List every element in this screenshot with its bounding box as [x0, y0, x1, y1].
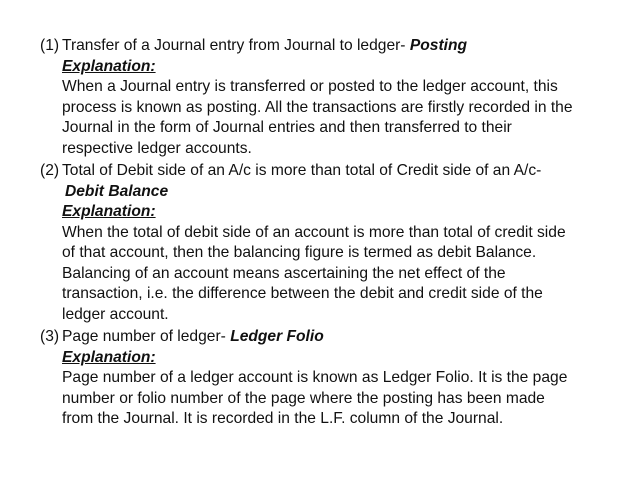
explanation-block-3	[40, 348, 630, 430]
question-number: (3)	[40, 328, 60, 345]
explanation-line: ledger account.	[62, 305, 169, 323]
explanation-line: When a Journal entry is transferred or posted to the ledger account, this	[62, 78, 558, 95]
question-item-2	[40, 161, 630, 325]
question-text: Transfer of a Journal entry from Journal to ledger-	[62, 37, 406, 54]
explanation-line: Page number of a ledger account is known as Ledger Folio. It is the page	[62, 369, 568, 386]
explanation-block-1	[40, 57, 630, 160]
question-number: (2)	[40, 162, 60, 179]
question-line-3	[40, 327, 630, 348]
question-text: Page number of ledger-	[62, 328, 226, 345]
explanation-line: respective ledger accounts.	[62, 139, 252, 157]
explanation-line: Journal in the form of Journal entries and then transferred to their	[62, 119, 512, 136]
explanation-line: from the Journal. It is recorded in the L.F. column of the Journal.	[62, 410, 504, 427]
explanation-line: of that account, then the balancing figure is termed as debit Balance.	[62, 244, 537, 261]
explanation-label: Explanation:	[62, 203, 156, 220]
question-line-1	[40, 36, 630, 57]
explanation-line: number or folio number of the page where the posting has been made	[62, 389, 545, 407]
answer-text: Ledger Folio	[230, 328, 324, 345]
explanation-line: Balancing of an account means ascertaining the net effect of the	[62, 264, 506, 282]
question-text: Total of Debit side of an A/c is more than total of Credit side of an A/c-	[62, 162, 542, 179]
explanation-line: When the total of debit side of an account is more than total of credit side	[62, 223, 566, 241]
explanation-block-2	[40, 202, 630, 325]
explanation-label: Explanation:	[62, 57, 156, 75]
answer-text: Debit Balance	[65, 182, 169, 200]
explanation-label: Explanation:	[62, 348, 156, 366]
question-line-2	[40, 161, 630, 182]
explanation-line: transaction, i.e. the difference between the debit and credit side of the	[62, 285, 543, 302]
question-item-3	[40, 327, 630, 430]
answer-line-2	[40, 182, 630, 203]
question-number: (1)	[40, 37, 60, 54]
slide-content	[40, 36, 630, 432]
question-item-1	[40, 36, 630, 159]
answer-text: Posting	[409, 37, 468, 54]
explanation-line: process is known as posting. All the transactions are firstly recorded in the	[62, 98, 573, 116]
